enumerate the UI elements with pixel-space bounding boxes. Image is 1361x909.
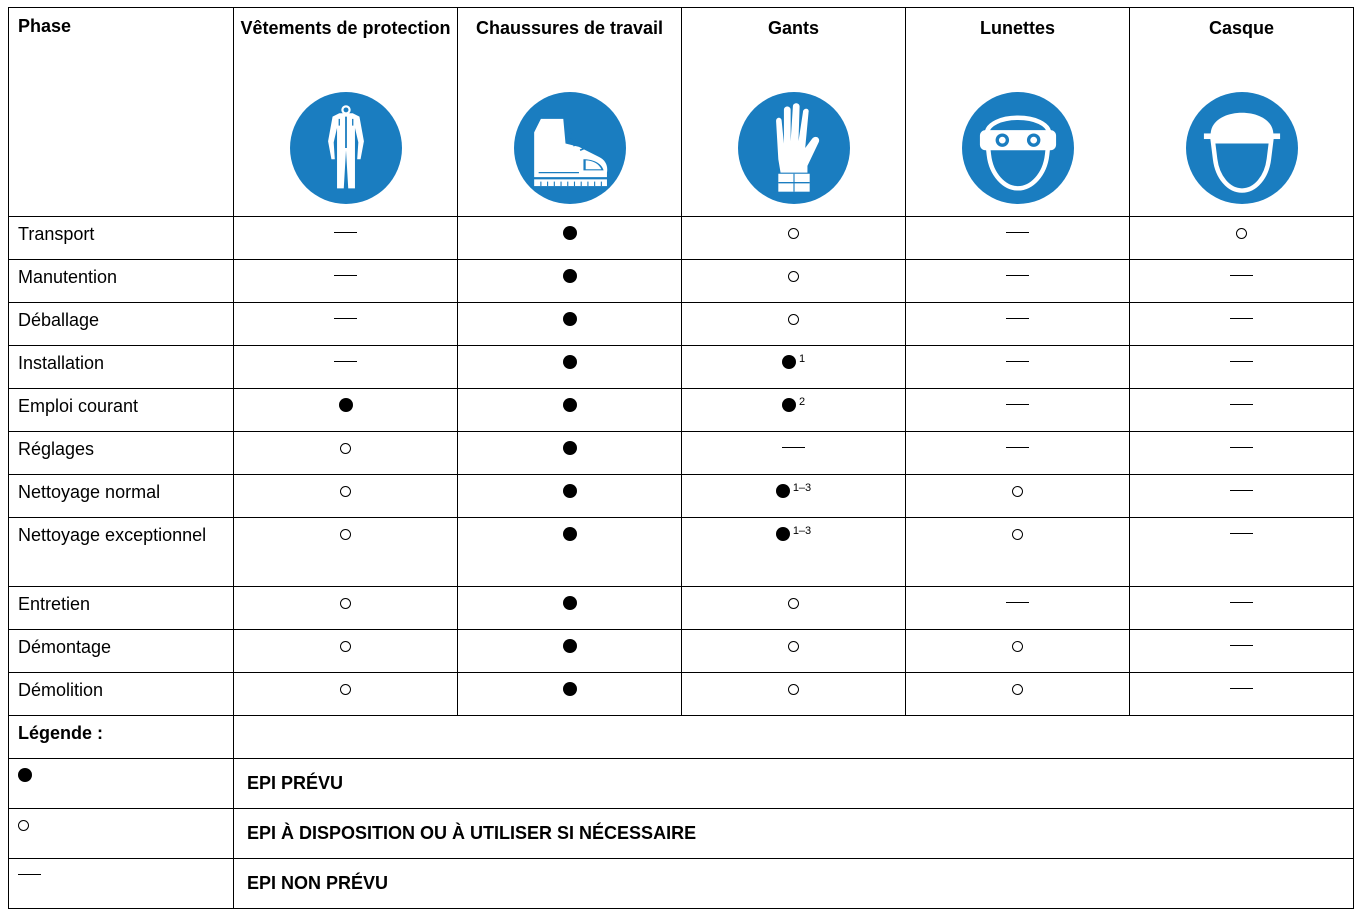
ppe-cell: [458, 673, 682, 716]
ppe-cell: [458, 475, 682, 518]
phase-cell: Installation: [9, 346, 234, 389]
dash-icon: [1230, 490, 1253, 492]
ppe-cell: [1130, 518, 1354, 587]
ppe-cell: [234, 346, 458, 389]
dash-icon: [1006, 404, 1029, 406]
footnote-ref: 1: [798, 353, 806, 365]
gloves-icon: [738, 92, 850, 204]
ppe-cell: [906, 587, 1130, 630]
phase-cell: Emploi courant: [9, 389, 234, 432]
column-header-helmet: [1130, 8, 1354, 217]
ppe-cell: [458, 260, 682, 303]
dot-icon: [563, 527, 577, 541]
ring-icon: [788, 314, 799, 325]
ring-icon: [340, 598, 351, 609]
ring-icon: [1012, 684, 1023, 695]
ring-icon: [1012, 486, 1023, 497]
ppe-cell: [906, 518, 1130, 587]
goggles-icon: [962, 92, 1074, 204]
ring-icon: [340, 684, 351, 695]
ppe-cell: [458, 303, 682, 346]
dash-icon: [1230, 602, 1253, 604]
footnote-ref: 1–3: [792, 482, 812, 494]
legend-title-row: [9, 716, 1354, 759]
ppe-cell: [234, 475, 458, 518]
ppe-cell: [682, 303, 906, 346]
column-header-shoes: [458, 8, 682, 217]
ppe-cell: [458, 587, 682, 630]
ppe-cell: [234, 587, 458, 630]
ppe-cell: [1130, 260, 1354, 303]
phase-cell: Transport: [9, 217, 234, 260]
table-header: [9, 8, 1354, 217]
column-label: Lunettes: [979, 18, 1055, 38]
dash-icon: [1006, 447, 1029, 449]
dash-icon: [1230, 318, 1253, 320]
ppe-cell: [1130, 475, 1354, 518]
column-label: Chaussures de travail: [475, 18, 664, 38]
protective-clothing-icon: [290, 92, 402, 204]
table-row: [9, 260, 1354, 303]
column-label: Gants: [767, 18, 819, 38]
ring-icon: [1012, 641, 1023, 652]
ring-icon: [340, 529, 351, 540]
ppe-cell: [1130, 673, 1354, 716]
legend-symbol: [9, 759, 234, 809]
dot-icon: [782, 355, 796, 369]
dash-icon: [334, 275, 357, 277]
footnote-ref: 2: [798, 396, 806, 408]
ppe-cell: [234, 630, 458, 673]
legend-filler: [234, 716, 1354, 759]
ppe-cell: [234, 432, 458, 475]
ring-icon: [1012, 529, 1023, 540]
dot-icon: [563, 269, 577, 283]
ppe-cell: [906, 630, 1130, 673]
dash-icon: [1006, 232, 1029, 234]
dot-icon: [563, 639, 577, 653]
table-row: [9, 673, 1354, 716]
table-row: [9, 432, 1354, 475]
legend-symbol: [9, 859, 234, 909]
dot-icon: [563, 596, 577, 610]
phase-cell: Réglages: [9, 432, 234, 475]
ppe-cell: [234, 260, 458, 303]
ring-icon: [788, 684, 799, 695]
ppe-cell: [682, 587, 906, 630]
dash-icon: [1230, 275, 1253, 277]
legend-title: Légende :: [9, 716, 234, 759]
ppe-cell: [1130, 389, 1354, 432]
ppe-cell: [906, 389, 1130, 432]
ppe-cell: [682, 475, 906, 518]
ring-icon: [788, 641, 799, 652]
ppe-cell: [906, 303, 1130, 346]
dot-icon: [563, 484, 577, 498]
ring-icon: [788, 228, 799, 239]
dash-icon: [1230, 361, 1253, 363]
ppe-cell: [234, 303, 458, 346]
dot-icon: [563, 312, 577, 326]
column-header-clothing: [234, 8, 458, 217]
ppe-cell: [234, 389, 458, 432]
table-row: [9, 630, 1354, 673]
dot-icon: [339, 398, 353, 412]
ppe-cell: [906, 432, 1130, 475]
ppe-cell: [1130, 630, 1354, 673]
table-row: [9, 518, 1354, 587]
ppe-cell: [458, 630, 682, 673]
ppe-cell: [458, 518, 682, 587]
dot-icon: [18, 768, 32, 782]
column-label: Casque: [1208, 18, 1275, 38]
table-row: [9, 217, 1354, 260]
legend-row: [9, 859, 1354, 909]
phase-cell: Nettoyage normal: [9, 475, 234, 518]
footnote-ref: 1–3: [792, 525, 812, 537]
dash-icon: [1230, 447, 1253, 449]
ppe-cell: [234, 217, 458, 260]
ppe-cell: [458, 346, 682, 389]
phase-cell: Démontage: [9, 630, 234, 673]
dash-icon: [1230, 533, 1253, 535]
ppe-cell: [682, 260, 906, 303]
ppe-cell: [906, 217, 1130, 260]
dash-icon: [1006, 275, 1029, 277]
column-label: Vêtements de protection: [240, 18, 451, 38]
legend-symbol: [9, 809, 234, 859]
dash-icon: [1230, 404, 1253, 406]
phase-cell: Entretien: [9, 587, 234, 630]
dash-icon: [1006, 602, 1029, 604]
ppe-cell: [682, 673, 906, 716]
legend-text: EPI NON PRÉVU: [234, 859, 1354, 909]
safety-shoes-icon: [514, 92, 626, 204]
ppe-cell: [906, 260, 1130, 303]
dot-icon: [563, 226, 577, 240]
helmet-icon: [1186, 92, 1298, 204]
ppe-table: [8, 7, 1354, 909]
dot-icon: [563, 441, 577, 455]
dash-icon: [18, 874, 41, 876]
ppe-cell: [682, 217, 906, 260]
dash-icon: [334, 232, 357, 234]
ring-icon: [340, 443, 351, 454]
dash-icon: [334, 361, 357, 363]
phase-cell: Nettoyage exceptionnel: [9, 518, 234, 587]
table-body: [9, 217, 1354, 716]
phase-cell: Démolition: [9, 673, 234, 716]
ppe-cell: [1130, 587, 1354, 630]
ppe-cell: [458, 389, 682, 432]
ppe-cell: [1130, 303, 1354, 346]
ppe-cell: [234, 673, 458, 716]
ppe-cell: [1130, 217, 1354, 260]
dot-icon: [782, 398, 796, 412]
phase-cell: Manutention: [9, 260, 234, 303]
table-row: [9, 389, 1354, 432]
ppe-cell: [682, 518, 906, 587]
ppe-cell: [906, 475, 1130, 518]
dash-icon: [1006, 361, 1029, 363]
ring-icon: [788, 271, 799, 282]
ring-icon: [340, 486, 351, 497]
dot-icon: [563, 682, 577, 696]
legend-row: [9, 809, 1354, 859]
dot-icon: [776, 484, 790, 498]
ppe-cell: [906, 673, 1130, 716]
ppe-cell: [682, 346, 906, 389]
column-header-goggles: [906, 8, 1130, 217]
dash-icon: [1006, 318, 1029, 320]
ring-icon: [18, 820, 29, 831]
ppe-cell: [1130, 346, 1354, 389]
ppe-cell: [682, 389, 906, 432]
ppe-cell: [906, 346, 1130, 389]
table-row: [9, 346, 1354, 389]
dot-icon: [563, 355, 577, 369]
phase-cell: Déballage: [9, 303, 234, 346]
table-row: [9, 475, 1354, 518]
legend: [9, 716, 1354, 909]
ring-icon: [1236, 228, 1247, 239]
dot-icon: [776, 527, 790, 541]
table-row: [9, 587, 1354, 630]
dash-icon: [782, 447, 805, 449]
legend-text: EPI À DISPOSITION OU À UTILISER SI NÉCESSAIRE: [234, 809, 1354, 859]
dot-icon: [563, 398, 577, 412]
table-row: [9, 303, 1354, 346]
ppe-cell: [682, 630, 906, 673]
legend-text: EPI PRÉVU: [234, 759, 1354, 809]
column-header-gloves: [682, 8, 906, 217]
ring-icon: [788, 598, 799, 609]
dash-icon: [1230, 688, 1253, 690]
legend-row: [9, 759, 1354, 809]
ppe-cell: [1130, 432, 1354, 475]
ppe-cell: [234, 518, 458, 587]
dash-icon: [334, 318, 357, 320]
ring-icon: [340, 641, 351, 652]
ppe-cell: [682, 432, 906, 475]
dash-icon: [1230, 645, 1253, 647]
ppe-cell: [458, 217, 682, 260]
ppe-cell: [458, 432, 682, 475]
phase-header: Phase: [9, 8, 234, 217]
